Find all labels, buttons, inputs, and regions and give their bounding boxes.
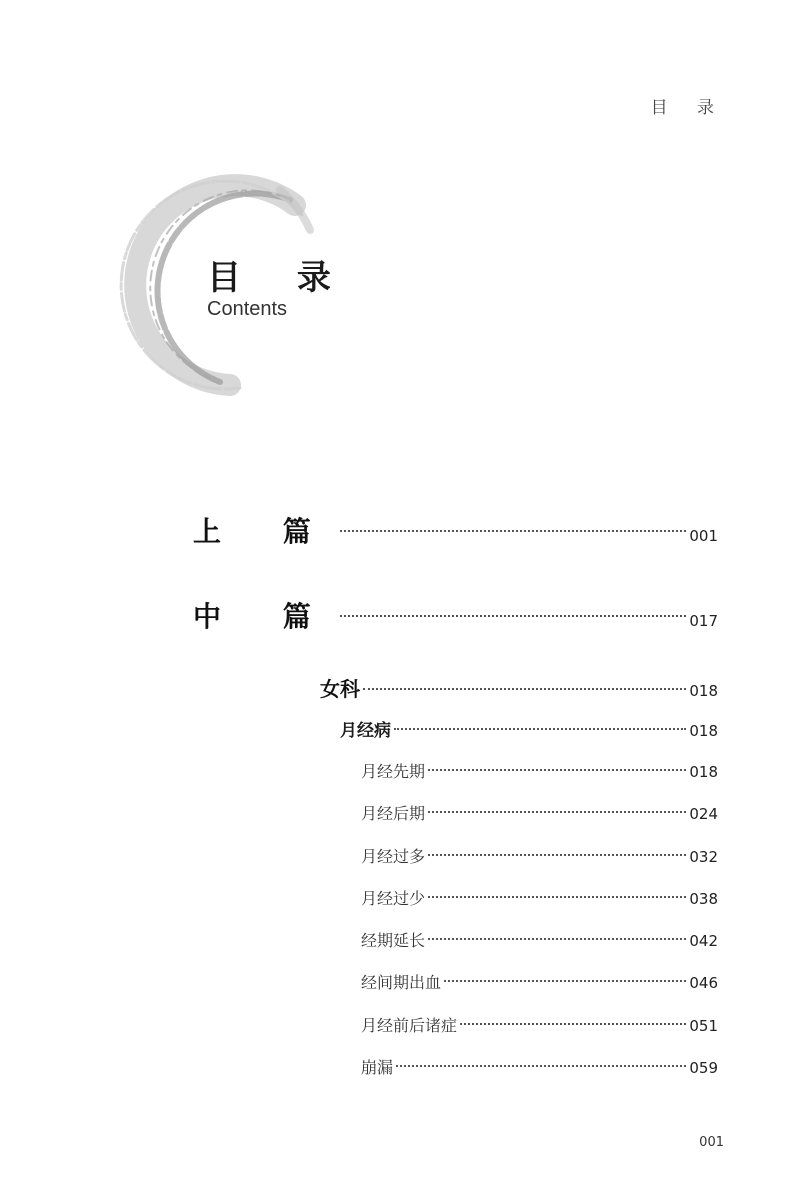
toc-label: 经间期出血 [361,973,442,992]
toc-label: 月经病 [340,721,391,741]
toc-leader-dots [396,1065,686,1067]
toc-label: 经期延长 [361,931,426,950]
toc-leader-dots [363,688,686,690]
toc-label: 崩漏 [361,1058,394,1077]
toc-leader-dots [444,980,686,982]
toc-entry-part2[interactable] [193,595,718,635]
toc-label: 月经过少 [361,889,426,908]
toc-page-number: 051 [689,1017,718,1035]
toc-label: 月经后期 [361,804,426,823]
toc-entry-item[interactable] [361,1055,718,1078]
toc-label: 月经先期 [361,762,426,781]
toc-leader-dots [460,1023,686,1025]
toc-leader-dots [428,938,686,940]
toc-page-number: 038 [689,890,718,908]
toc-page-number: 018 [689,722,718,740]
toc-page-number: 024 [689,805,718,823]
toc-page-number: 017 [689,612,718,630]
toc-entry-item[interactable] [361,1013,718,1036]
toc-leader-dots [394,728,686,730]
toc-entry-item[interactable] [361,759,718,782]
toc-page-number: 059 [689,1059,718,1077]
toc-leader-dots [428,811,686,813]
contents-title-en: Contents [207,298,288,320]
toc-page-number: 042 [689,932,718,950]
toc-entry-item[interactable] [361,970,718,993]
toc-page-number: 046 [689,974,718,992]
running-head: 目 录 [650,98,726,118]
toc-label: 月经前后诸症 [361,1016,458,1035]
toc-leader-dots [340,530,687,532]
toc-leader-dots [428,854,686,856]
toc-leader-dots [428,769,686,771]
toc-page-number: 018 [689,763,718,781]
toc-label: 中 篇 [193,600,337,633]
contents-title [207,258,353,321]
toc-label: 月经过多 [361,847,426,866]
toc-label: 上 篇 [193,515,337,548]
toc-leader-dots [340,615,687,617]
contents-title-cn: 目 录 [207,258,353,298]
toc-page-number: 032 [689,848,718,866]
toc-entry-item[interactable] [361,928,718,951]
toc-label: 女科 [320,677,360,701]
toc-entry-subject[interactable] [320,673,718,702]
toc-entry-item[interactable] [361,886,718,909]
toc-leader-dots [428,896,686,898]
toc-entry-part1[interactable] [193,510,718,550]
toc-page-number: 018 [689,682,718,700]
toc-page-number: 001 [689,527,718,545]
toc-entry-item[interactable] [361,844,718,867]
page-number: 001 [699,1135,724,1150]
toc-entry-section[interactable] [340,716,718,741]
toc-entry-item[interactable] [361,801,718,824]
